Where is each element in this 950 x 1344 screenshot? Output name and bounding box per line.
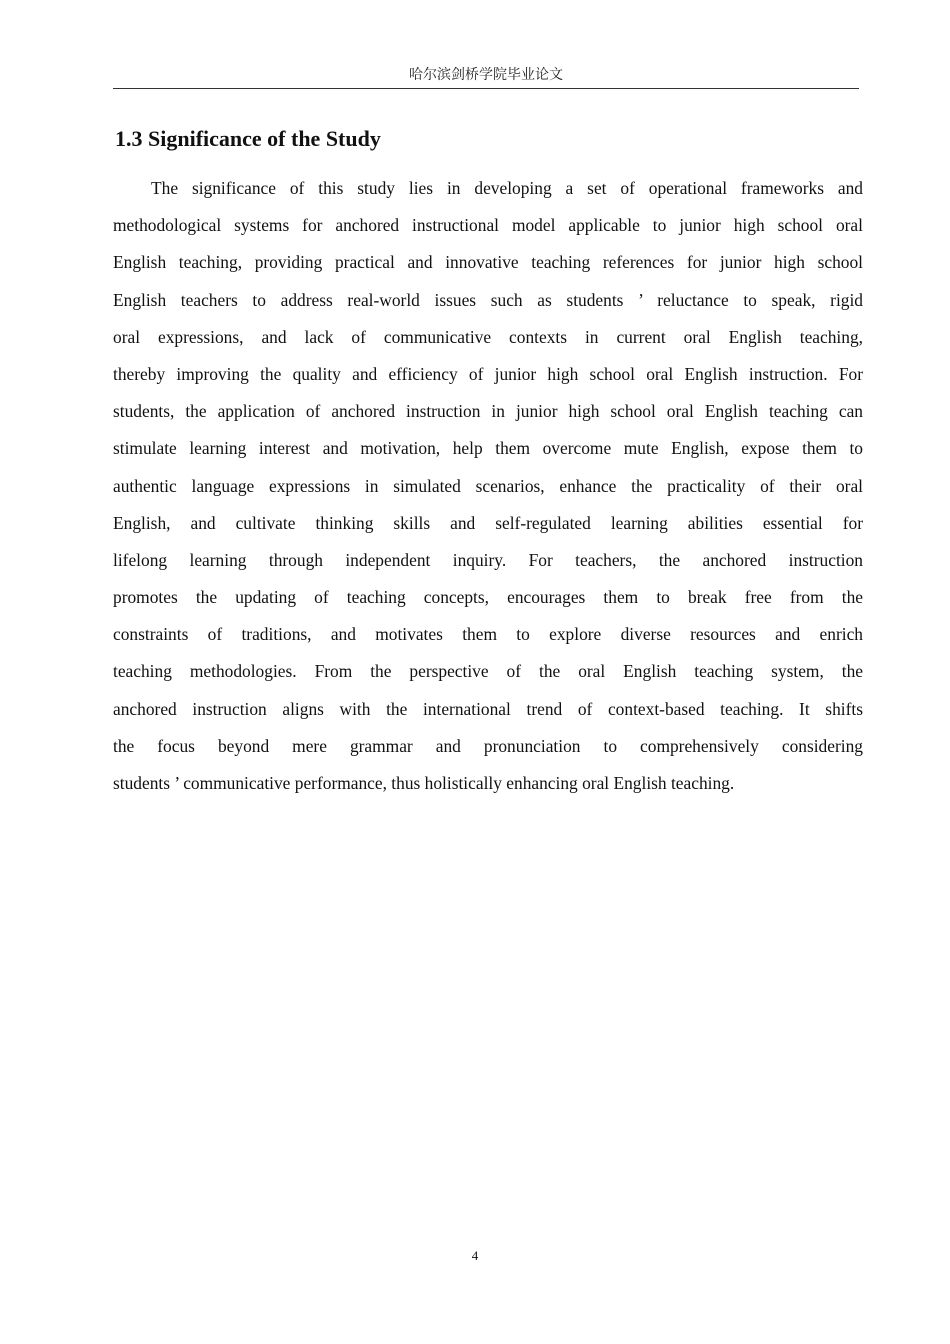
paragraph-line: thereby improving the quality and efficiency of junior high school oral English instruction. For: [113, 363, 863, 384]
paragraph-line: methodological systems for anchored instructional model applicable to junior high school oral: [113, 215, 863, 236]
paragraph-line: English teachers to address real-world issues such as students ’ reluctance to speak, rigid: [113, 289, 863, 310]
paragraph-line: oral expressions, and lack of communicative contexts in current oral English teaching,: [113, 326, 863, 347]
paragraph-line: The significance of this study lies in developing a set of operational frameworks and: [151, 178, 863, 198]
paragraph-line: stimulate learning interest and motivation, help them overcome mute English, expose them to: [113, 438, 863, 459]
section-heading: 1.3 Significance of the Study: [115, 126, 381, 151]
running-header: 哈尔滨剑桥学院毕业论文: [409, 67, 563, 83]
paragraph-line: the focus beyond mere grammar and pronunciation to comprehensively considering: [113, 735, 863, 756]
header-rule: [113, 88, 859, 89]
paragraph-line: anchored instruction aligns with the international trend of context-based teaching. It shifts: [113, 698, 863, 719]
paragraph-line: English, and cultivate thinking skills and self-regulated learning abilities essential for: [113, 512, 863, 533]
body-paragraph: [113, 170, 863, 802]
paragraph-line: English teaching, providing practical and innovative teaching references for junior high school: [113, 252, 863, 273]
paragraph-line: authentic language expressions in simulated scenarios, enhance the practicality of their oral: [113, 475, 863, 496]
page-number: 4: [471, 1248, 479, 1263]
paragraph-line: constraints of traditions, and motivates them to explore diverse resources and enrich: [113, 624, 863, 645]
paragraph-line: students, the application of anchored instruction in junior high school oral English teaching can: [113, 401, 863, 422]
paragraph-line: teaching methodologies. From the perspective of the oral English teaching system, the: [113, 661, 863, 682]
paragraph-line: promotes the updating of teaching concepts, encourages them to break free from the: [113, 587, 863, 608]
paragraph-line: students ’ communicative performance, thus holistically enhancing oral English teaching.: [113, 773, 735, 793]
paragraph-line: lifelong learning through independent inquiry. For teachers, the anchored instruction: [113, 549, 863, 570]
